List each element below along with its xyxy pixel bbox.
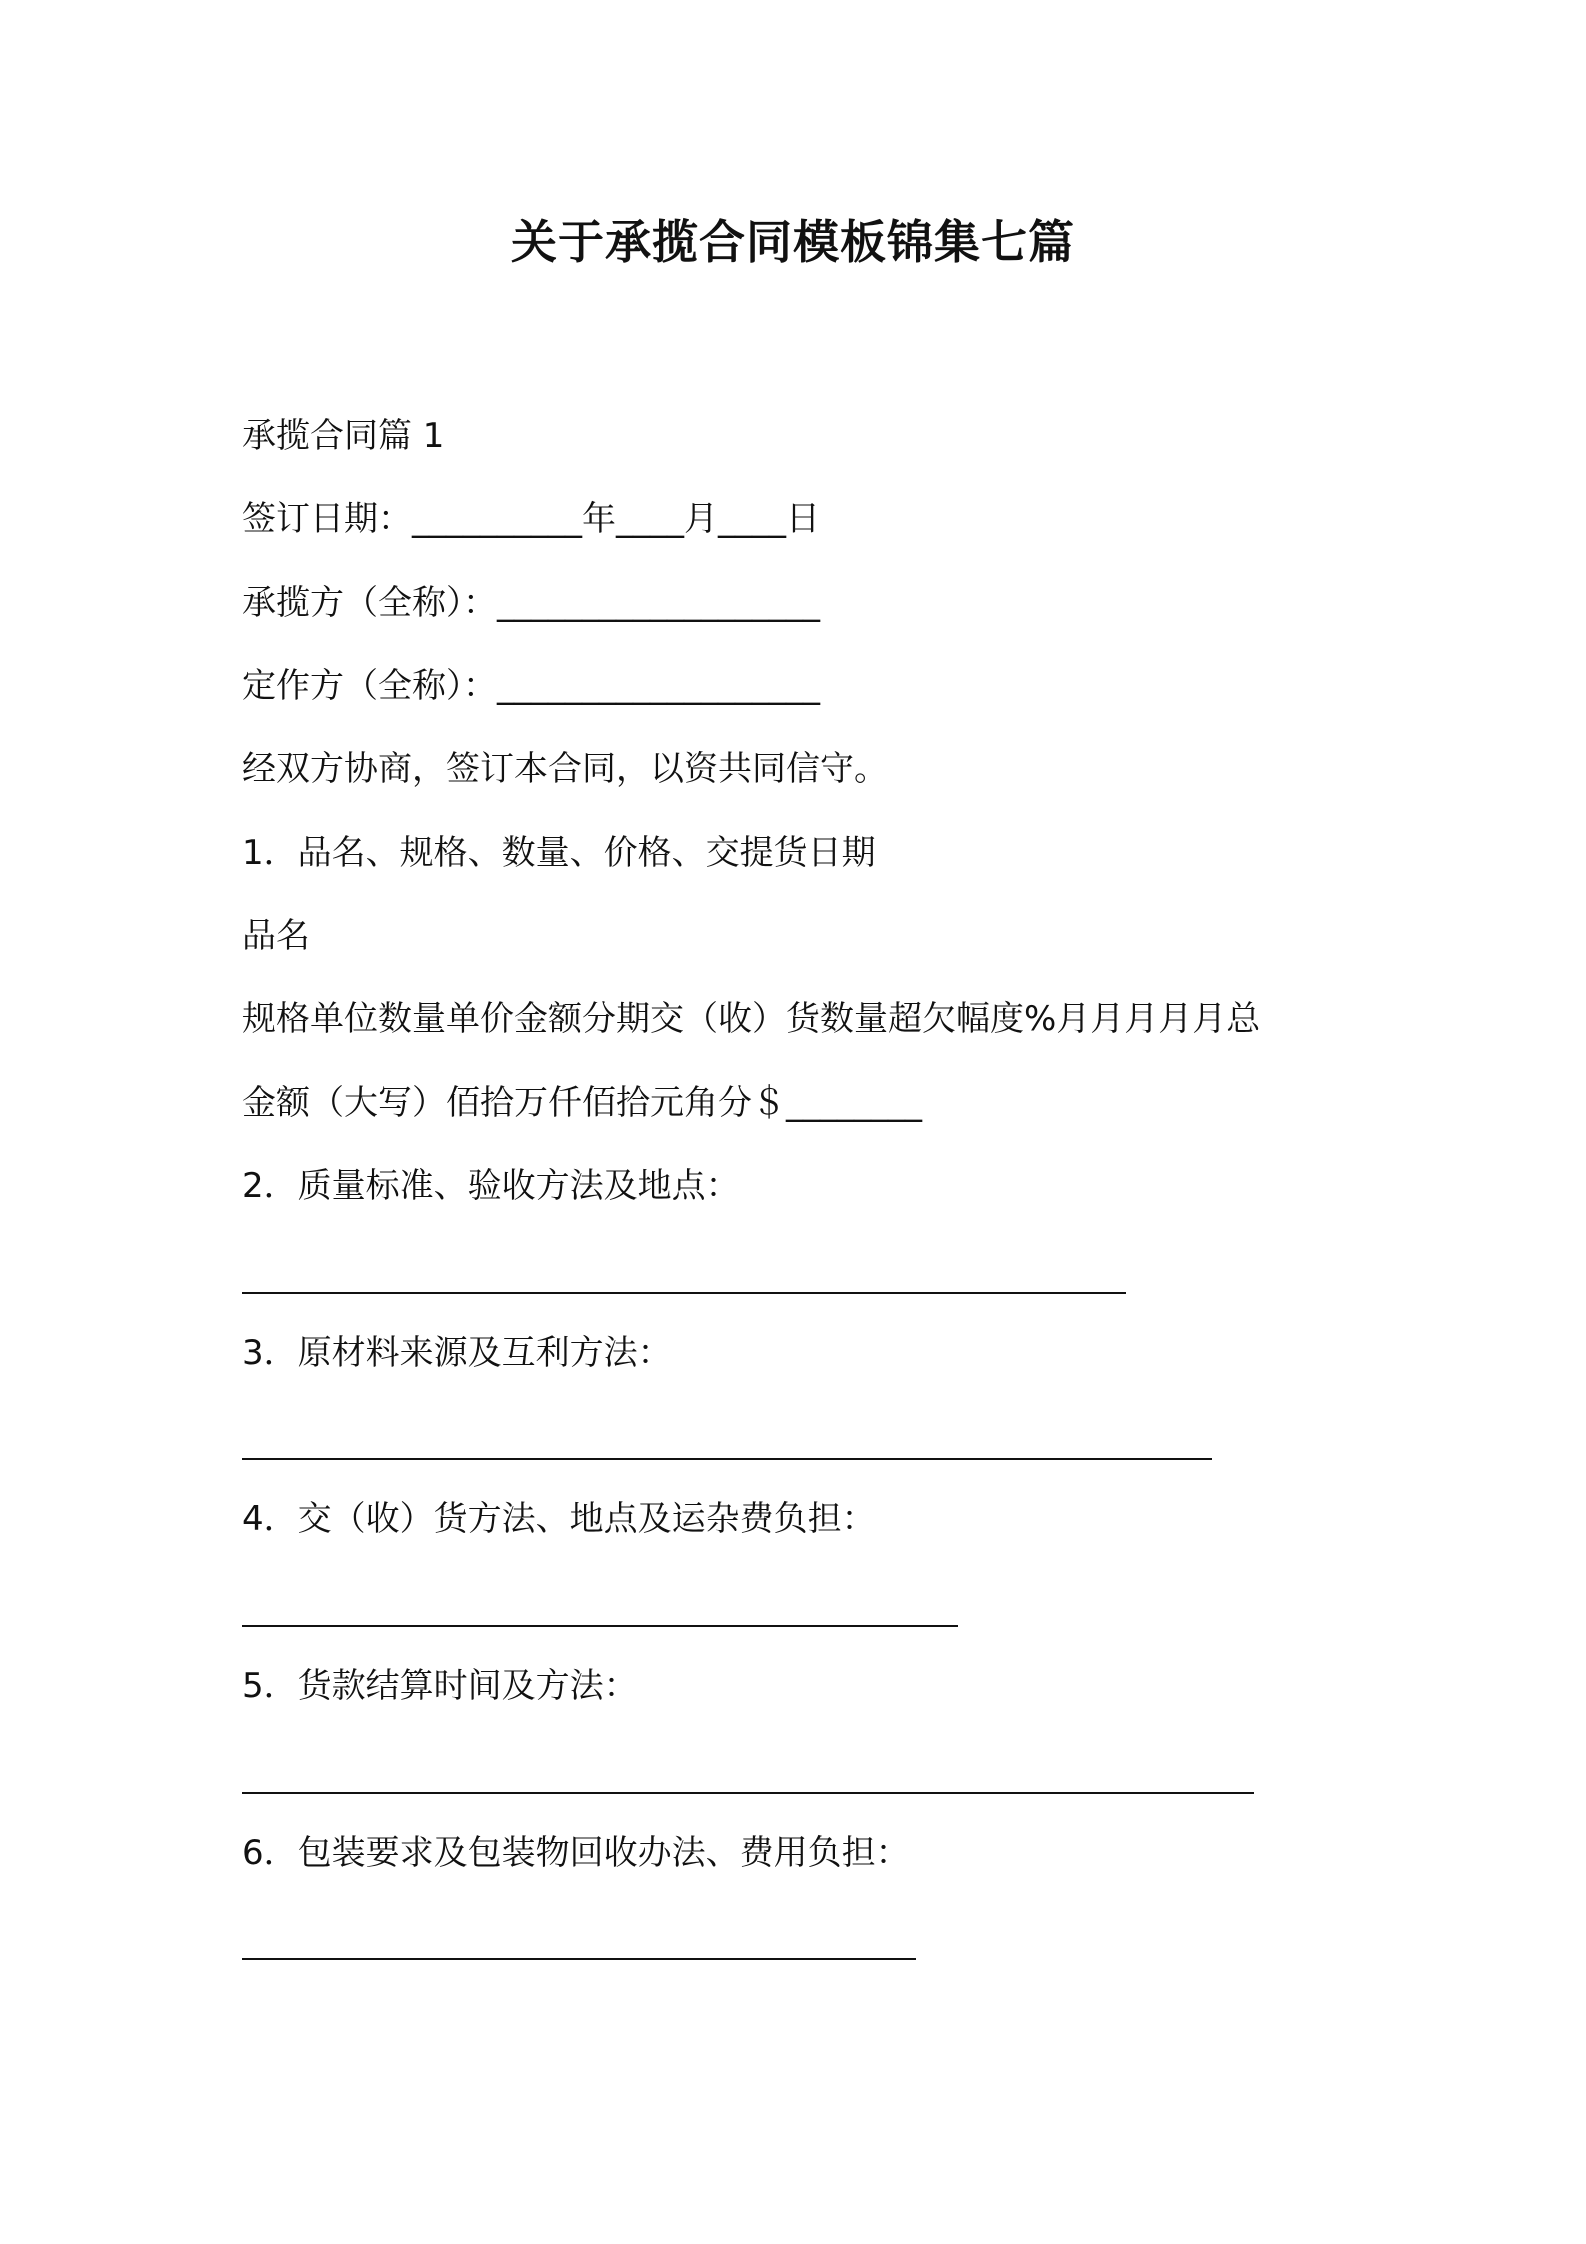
clause-2-blank [242,1292,1126,1294]
contractor-line: 承揽方（全称）：___________________ [242,583,820,623]
clause-5-heading: 5．货款结算时间及方法： [242,1666,638,1706]
clause-3-blank [242,1458,1212,1460]
spec-columns-line: 规格单位数量单价金额分期交（收）货数量超欠幅度%月月月月月总 [242,999,1261,1039]
clause-1-heading: 1．品名、规格、数量、价格、交提货日期 [242,833,876,873]
client-line: 定作方（全称）：___________________ [242,666,820,706]
amount-line: 金额（大写）佰拾万仟佰拾元角分＄________ [242,1083,922,1123]
document-title: 关于承揽合同模板锦集七篇 [511,215,1075,269]
clause-3-heading: 3．原材料来源及互利方法： [242,1333,672,1373]
section-heading: 承揽合同篇 1 [242,416,445,456]
clause-6-heading: 6．包装要求及包装物回收办法、费用负担： [242,1833,910,1873]
signing-date-line: 签订日期：__________年____月____日 [242,499,820,539]
agreement-statement: 经双方协商，签订本合同，以资共同信守。 [242,749,888,789]
clause-2-heading: 2．质量标准、验收方法及地点： [242,1166,740,1206]
clause-4-heading: 4．交（收）货方法、地点及运杂费负担： [242,1499,876,1539]
clause-6-blank [242,1958,916,1960]
product-name-label: 品名 [242,916,310,956]
clause-4-blank [242,1625,958,1627]
clause-5-blank [242,1792,1254,1794]
